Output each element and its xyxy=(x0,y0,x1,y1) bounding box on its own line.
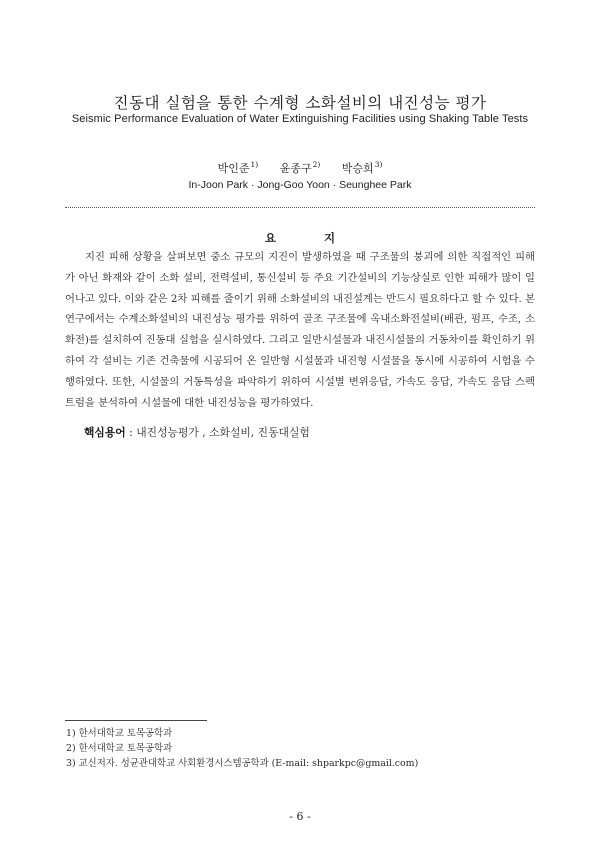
author-list-korean xyxy=(0,160,600,176)
abstract-heading: 요 지 xyxy=(264,231,358,245)
author-3-footnote-mark: 3) xyxy=(374,160,383,169)
author-list-english: In-Joon Park · Jong-Goo Yoon · Seunghee Park xyxy=(188,179,412,191)
footnote-divider xyxy=(65,720,207,721)
footnote-1: 1) 한서대학교 토목공학과 xyxy=(66,728,173,739)
header-divider xyxy=(65,207,535,208)
author-2-footnote-mark: 2) xyxy=(312,160,321,169)
footnote-3: 3) 교신저자. 성균관대학교 사회환경시스템공학과 (E-mail: shparkpc@gmail.com) xyxy=(66,758,419,770)
author-3 xyxy=(342,162,383,175)
page-number: - 6 - xyxy=(289,810,311,823)
author-1-name: 박인준 xyxy=(217,162,250,175)
paper-title-english: Seismic Performance Evaluation of Water Extinguishing Facilities using Shaking Table Tests xyxy=(71,113,529,125)
footnotes xyxy=(66,726,418,772)
keywords-text: : 내진성능평가 , 소화설비, 진동대실험 xyxy=(125,426,310,439)
abstract-body xyxy=(65,247,535,413)
paper-title-korean: 진동대 실험을 통한 수계형 소화설비의 내진성능 평가 xyxy=(113,94,487,112)
author-3-name: 박승희 xyxy=(341,162,374,175)
author-1 xyxy=(218,162,259,175)
author-1-footnote-mark: 1) xyxy=(250,160,259,169)
footnote-2: 2) 한서대학교 토목공학과 xyxy=(66,743,173,755)
author-2 xyxy=(280,162,321,175)
abstract-paragraph: 지진 피해 상황을 살펴보면 중소 규모의 지진이 발생하였을 때 구조물의 붕괴에 의한 직접적인 피해가 아닌 화재와 같이 소화 설비, 전력설비, 통신설비 등 주요 기간설비의 기능상실로 인한 피해가 많이 일어나고 있다. 이와 같은 2차 피해를 줄이기 위해 소화설비의 내진설계는 반드시 필요하다고 할 수 있다. 본 연구에서는 수계소화설비의 내진성능 평가를 위하여 골조 구조물에 옥내소화전설비(배관, 펌프, 수조, 소화전)를 설치하여 진동대 실험을 실시하였다. 그리고 일반시설물과 내진시설물의 거동차이를 확인하기 위하여 각 설비는 기존 건축물에 시공되어 온 일반형 시설물과 내진형 시설물을 동시에 시공하여 시험을 수행하였다. 또한, 시설물의 거동특성을 파악하기 위하여 시설별 변위응답, 가속도 응답, 가속도 응답 스펙트럼을 분석하여 시설물에 대한 내진성능을 평가하였다. xyxy=(65,251,536,409)
author-2-name: 윤종구 xyxy=(279,162,312,175)
keywords-label: 핵심용어 xyxy=(84,426,126,439)
keywords-line xyxy=(84,425,310,440)
